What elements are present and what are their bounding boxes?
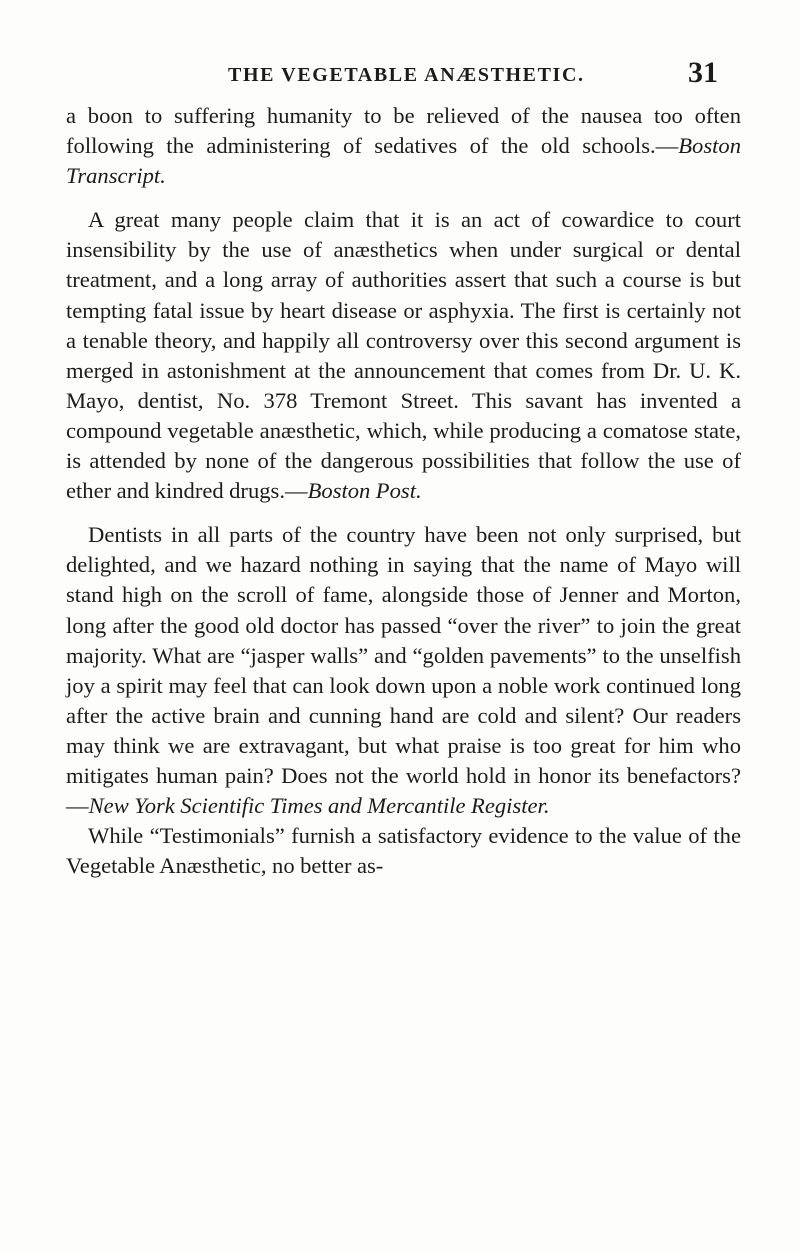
paragraph-text: a boon to suffering humanity to be relieved of the nausea too often following the administering of sedatives of the old schools.— <box>66 103 741 159</box>
source-citation: Boston Transcript. <box>66 133 741 189</box>
paragraph-boston-post <box>66 205 741 506</box>
running-title: THE VEGETABLE ANÆSTHETIC. <box>228 64 585 86</box>
paragraph-text: A great many people claim that it is an act of cowardice to court insensibility by the use of anæsthetics when under surgical or dental treatment, and a long array of authorities assert that such a course is but tempting fatal issue by heart disease or asphyxia. The first is certainly not a tenable theory, and happily all controversy over this second argument is merged in astonishment at the announcement that comes from Dr. U. K. Mayo, dentist, No. 378 Tremont Street. This savant has invented a compound vegetable anæsthetic, which, while producing a comatose state, is attended by none of the dangerous possibilities that follow the use of ether and kindred drugs.— <box>66 207 741 504</box>
body-text <box>66 101 741 881</box>
page-number: 31 <box>688 56 718 89</box>
paragraph-testimonials <box>66 821 741 881</box>
paragraph-text: Dentists in all parts of the country have been not only surprised, but delighted, and we hazard nothing in saying that the name of Mayo will stand high on the scroll of fame, alongside those of Jenner and Morton, long after the good old doctor has passed “over the river” to join the great majority. What are “jasper walls” and “golden pavements” to the unselfish joy a spirit may feel that can look down upon a noble work continued long after the active brain and cunning hand are cold and silent? Our readers may think we are extravagant, but what praise is too great for him who mitigates human pain? Does not the world hold in honor its benefactors?— <box>66 522 741 819</box>
paragraph-new-york-scientific-times <box>66 520 741 821</box>
source-citation: Boston Post. <box>307 478 422 504</box>
paragraph-text: While “Testimonials” furnish a satisfactory evidence to the value of the Vegetable Anæsthetic, no better as- <box>66 823 741 879</box>
source-citation: New York Scientific Times and Mercantile Register. <box>88 793 550 819</box>
running-head <box>118 56 718 96</box>
paragraph-boston-transcript <box>66 101 741 191</box>
